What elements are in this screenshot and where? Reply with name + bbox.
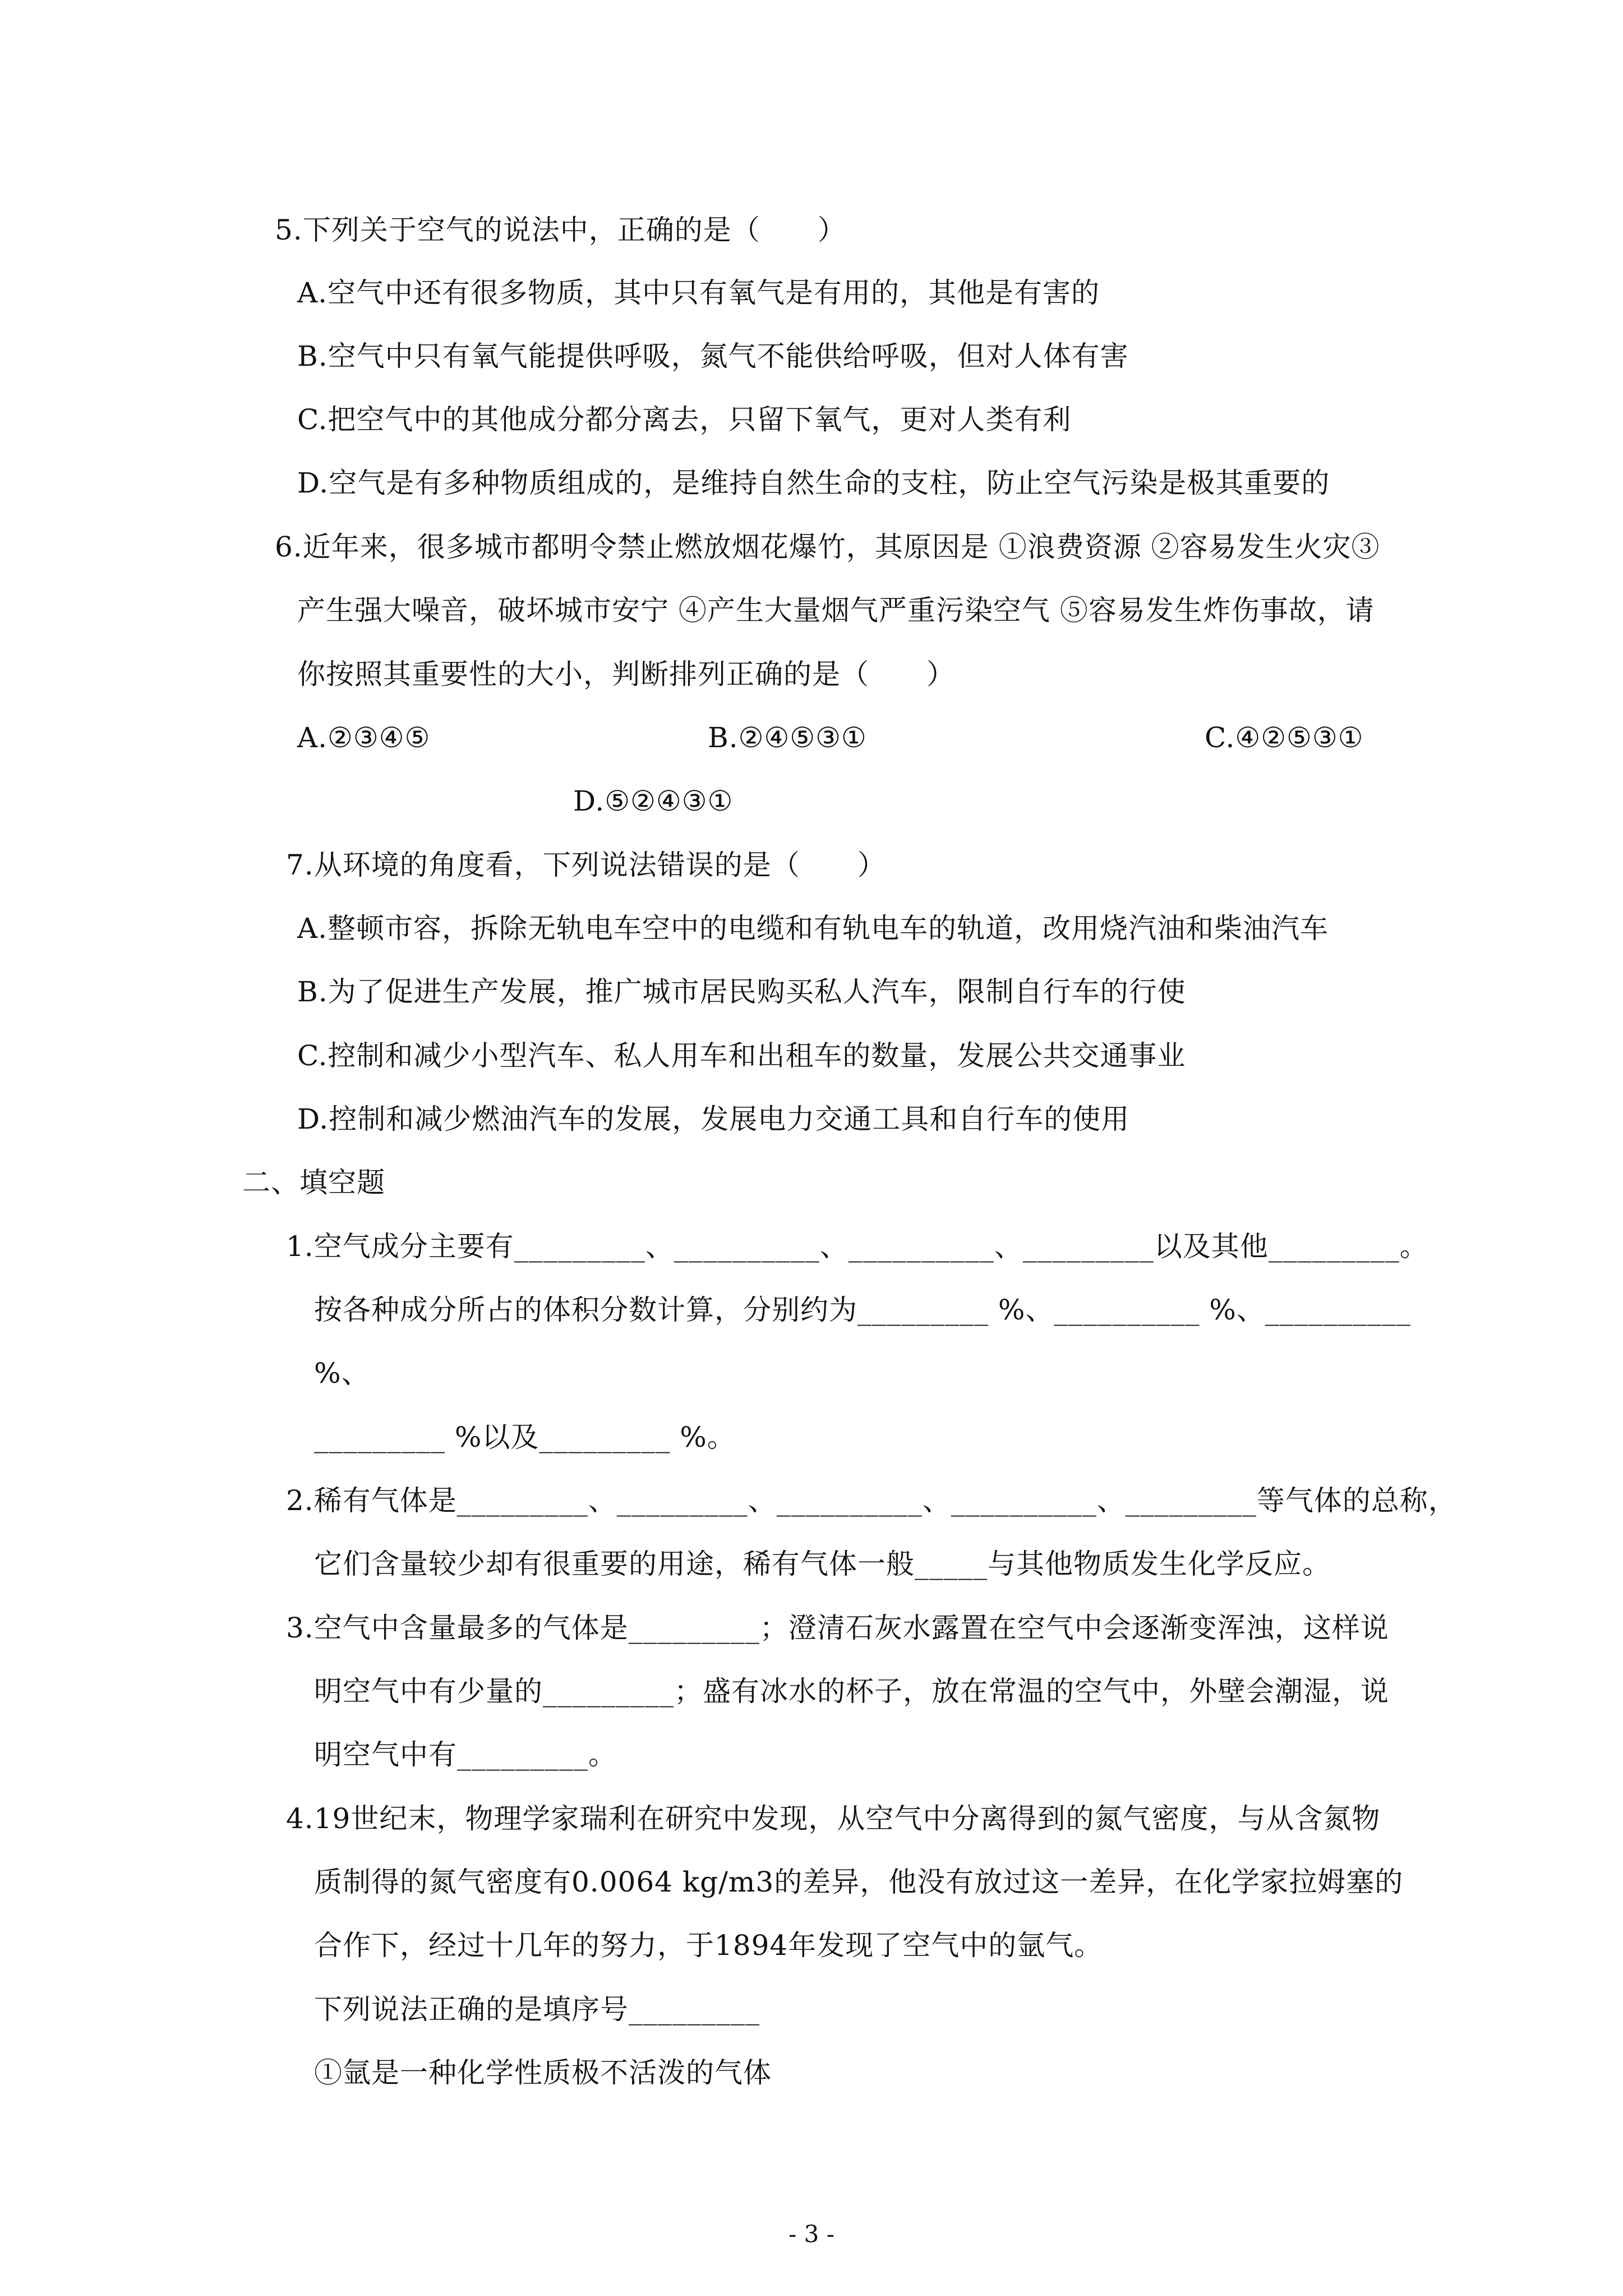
fill-question-4-statement-1: ①氩是一种化学性质极不活泼的气体 [314, 2056, 772, 2089]
fill-question-4-prompt: 下列说法正确的是填序号_________ [314, 1993, 760, 2026]
question-7-stem: 7.从环境的角度看，下列说法错误的是（ ） [286, 849, 886, 881]
question-5-option-b: B.空气中只有氧气能提供呼吸，氮气不能供给呼吸，但对人体有害 [297, 340, 1129, 372]
fill-question-4-line-1: 4.19世纪末，物理学家瑞利在研究中发现，从空气中分离得到的氮气密度，与从含氮物 [286, 1802, 1381, 1835]
question-6-option-d: D.⑤②④③① [573, 785, 734, 817]
question-6-option-b: B.②④⑤③① [708, 721, 867, 754]
section-heading-fill-in: 二、填空题 [242, 1166, 385, 1199]
question-7-option-c: C.控制和减少小型汽车、私人用车和出租车的数量，发展公共交通事业 [297, 1039, 1186, 1072]
question-6-option-a: A.②③④⑤ [297, 721, 431, 754]
fill-question-1-line-3: %、 [314, 1357, 370, 1389]
question-7-option-b: B.为了促进生产发展，推广城市居民购买私人汽车，限制自行车的行使 [297, 976, 1186, 1008]
fill-question-2-line-2: 它们含量较少却有很重要的用途，稀有气体一般_____与其他物质发生化学反应。 [314, 1548, 1331, 1580]
question-7-option-a: A.整顿市容，拆除无轨电车空中的电缆和有轨电车的轨道，改用烧汽油和柴油汽车 [297, 912, 1329, 945]
fill-question-2-line-1: 2.稀有气体是_________、_________、__________、__________、_________等气体的总称， [286, 1484, 1457, 1517]
fill-question-3-line-2: 明空气中有少量的_________；盛有冰水的杯子，放在常温的空气中，外壁会潮湿，说 [314, 1675, 1389, 1708]
fill-question-1-line-2: 按各种成分所占的体积分数计算，分别约为_________ %、__________ %、__________ [314, 1294, 1411, 1326]
question-7-option-d: D.控制和减少燃油汽车的发展，发展电力交通工具和自行车的使用 [297, 1103, 1130, 1135]
page-number: - 3 - [789, 2220, 834, 2248]
question-6-stem-line-2: 产生强大噪音，破坏城市安宁 ④产生大量烟气严重污染空气 ⑤容易发生炸伤事故，请 [297, 594, 1375, 627]
fill-question-3-line-1: 3.空气中含量最多的气体是_________；澄清石灰水露置在空气中会逐渐变浑浊，这样说 [286, 1612, 1389, 1644]
question-5-option-d: D.空气是有多种物质组成的，是维持自然生命的支柱，防止空气污染是极其重要的 [297, 467, 1330, 499]
question-6-stem-line-3: 你按照其重要性的大小，判断排列正确的是（ ） [297, 658, 955, 691]
question-6-option-c: C.④②⑤③① [1205, 721, 1364, 754]
fill-question-4-line-2: 质制得的氮气密度有0.0064 kg/m3的差异，他没有放过这一差异，在化学家拉姆塞的 [314, 1866, 1404, 1898]
question-5-option-c: C.把空气中的其他成分都分离去，只留下氧气，更对人类有利 [297, 403, 1072, 436]
question-6-stem-line-1: 6.近年来，很多城市都明令禁止燃放烟花爆竹，其原因是 ①浪费资源 ②容易发生火灾③ [275, 531, 1380, 563]
question-5-option-a: A.空气中还有很多物质，其中只有氧气是有用的，其他是有害的 [297, 277, 1100, 309]
fill-question-4-line-3: 合作下，经过十几年的努力，于1894年发现了空气中的氩气。 [314, 1929, 1103, 1962]
fill-question-3-line-3: 明空气中有_________。 [314, 1738, 617, 1771]
question-5-stem: 5.下列关于空气的说法中，正确的是（ ） [275, 214, 846, 246]
fill-question-1-line-4: _________ %以及_________ %。 [314, 1421, 736, 1453]
fill-question-1-line-1: 1.空气成分主要有_________、__________、__________、_________以及其他_________。 [286, 1230, 1428, 1263]
